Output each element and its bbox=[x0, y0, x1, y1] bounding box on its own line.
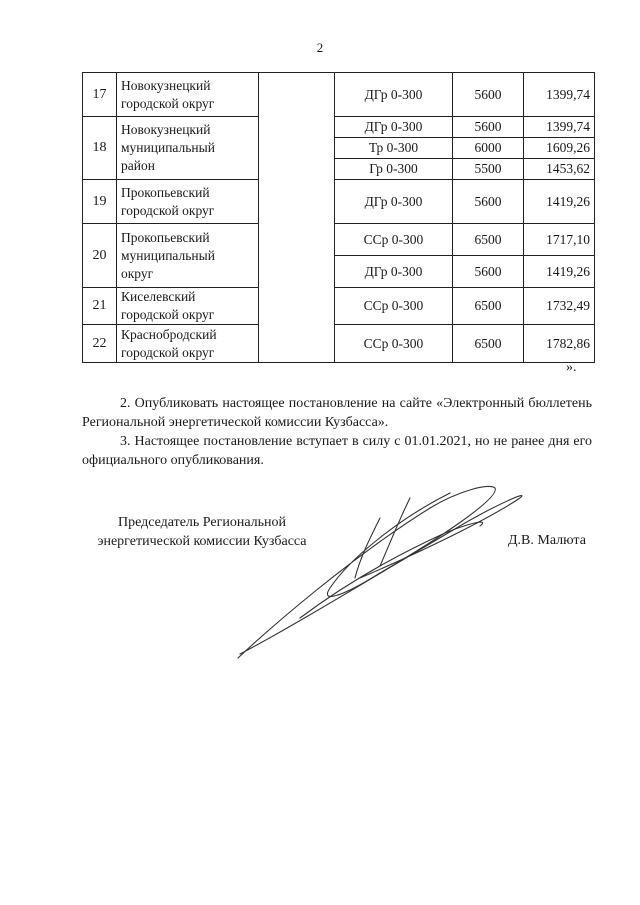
paragraph-effective-date: 3. Настоящее постановление вступает в силу с 01.01.2021, но не ранее дня его официального опубликования. bbox=[82, 434, 592, 468]
fuel-type: Гр 0-300 bbox=[335, 159, 453, 180]
fuel-type: ДГр 0-300 bbox=[335, 117, 453, 138]
municipality-name-line: Новокузнецкий bbox=[121, 77, 211, 93]
municipality-name bbox=[117, 180, 259, 224]
table-row bbox=[83, 117, 595, 138]
calorific-value: 5500 bbox=[453, 159, 524, 180]
municipality-name-line: городской округ bbox=[121, 95, 215, 111]
municipality-name-line: городской округ bbox=[121, 202, 215, 218]
price: 1609,26 bbox=[524, 138, 595, 159]
calorific-value: 5600 bbox=[453, 73, 524, 117]
municipality-name-line: район bbox=[121, 158, 155, 173]
signer-title-line2: энергетической комиссии Кузбасса bbox=[97, 534, 307, 549]
municipality-name-line: муниципальный bbox=[121, 247, 215, 263]
municipality-name-line: городской округ bbox=[121, 344, 215, 360]
price: 1453,62 bbox=[524, 159, 595, 180]
table-row bbox=[83, 325, 595, 363]
price: 1732,49 bbox=[524, 288, 595, 325]
municipality-name-line: Новокузнецкий bbox=[121, 122, 211, 137]
paragraph-publish: 2. Опубликовать настоящее постановление на сайте «Электронный бюллетень Региональной энергетической комиссии Кузбасса». bbox=[82, 396, 592, 430]
price: 1399,74 bbox=[524, 73, 595, 117]
calorific-value: 5600 bbox=[453, 256, 524, 288]
municipality-name-line: Прокопьевский bbox=[121, 229, 210, 245]
row-number: 21 bbox=[83, 288, 117, 325]
row-number: 18 bbox=[83, 117, 117, 180]
price: 1419,26 bbox=[524, 180, 595, 224]
calorific-value: 6000 bbox=[453, 138, 524, 159]
signer-name: Д.В. Малюта bbox=[508, 533, 586, 548]
municipality-name bbox=[117, 117, 259, 180]
calorific-value: 6500 bbox=[453, 224, 524, 256]
table-row bbox=[83, 73, 595, 117]
calorific-value: 6500 bbox=[453, 325, 524, 363]
row-number: 22 bbox=[83, 325, 117, 363]
price: 1399,74 bbox=[524, 117, 595, 138]
fuel-type: Тр 0-300 bbox=[335, 138, 453, 159]
municipality-name-line: муниципальный bbox=[121, 140, 215, 155]
fuel-type: ССр 0-300 bbox=[335, 224, 453, 256]
row-number: 20 bbox=[83, 224, 117, 288]
price: 1419,26 bbox=[524, 256, 595, 288]
row-number: 17 bbox=[83, 73, 117, 117]
empty-column bbox=[259, 73, 335, 363]
calorific-value: 6500 bbox=[453, 288, 524, 325]
municipality-name bbox=[117, 288, 259, 325]
page-number: 2 bbox=[316, 40, 324, 55]
fuel-type: ДГр 0-300 bbox=[335, 180, 453, 224]
table-row bbox=[83, 288, 595, 325]
table-row bbox=[83, 180, 595, 224]
municipality-name-line: округ bbox=[121, 265, 154, 281]
table-row bbox=[83, 224, 595, 256]
price: 1717,10 bbox=[524, 224, 595, 256]
fuel-type: ДГр 0-300 bbox=[335, 73, 453, 117]
municipality-name-line: Киселевский bbox=[121, 289, 196, 304]
fuel-type: ССр 0-300 bbox=[335, 325, 453, 363]
municipality-name bbox=[117, 325, 259, 363]
municipality-name-line: городской округ bbox=[121, 307, 215, 322]
row-number: 19 bbox=[83, 180, 117, 224]
calorific-value: 5600 bbox=[453, 117, 524, 138]
fuel-type: ССр 0-300 bbox=[335, 288, 453, 325]
tariff-table bbox=[82, 72, 595, 363]
municipality-name-line: Прокопьевский bbox=[121, 184, 210, 200]
quote-close: ». bbox=[566, 360, 577, 375]
municipality-name bbox=[117, 73, 259, 117]
municipality-name bbox=[117, 224, 259, 288]
signer-title-line1: Председатель Региональной bbox=[117, 515, 287, 530]
price: 1782,86 bbox=[524, 325, 595, 363]
handwritten-signature bbox=[230, 478, 550, 668]
municipality-name-line: Краснобродский bbox=[121, 326, 217, 342]
calorific-value: 5600 bbox=[453, 180, 524, 224]
fuel-type: ДГр 0-300 bbox=[335, 256, 453, 288]
